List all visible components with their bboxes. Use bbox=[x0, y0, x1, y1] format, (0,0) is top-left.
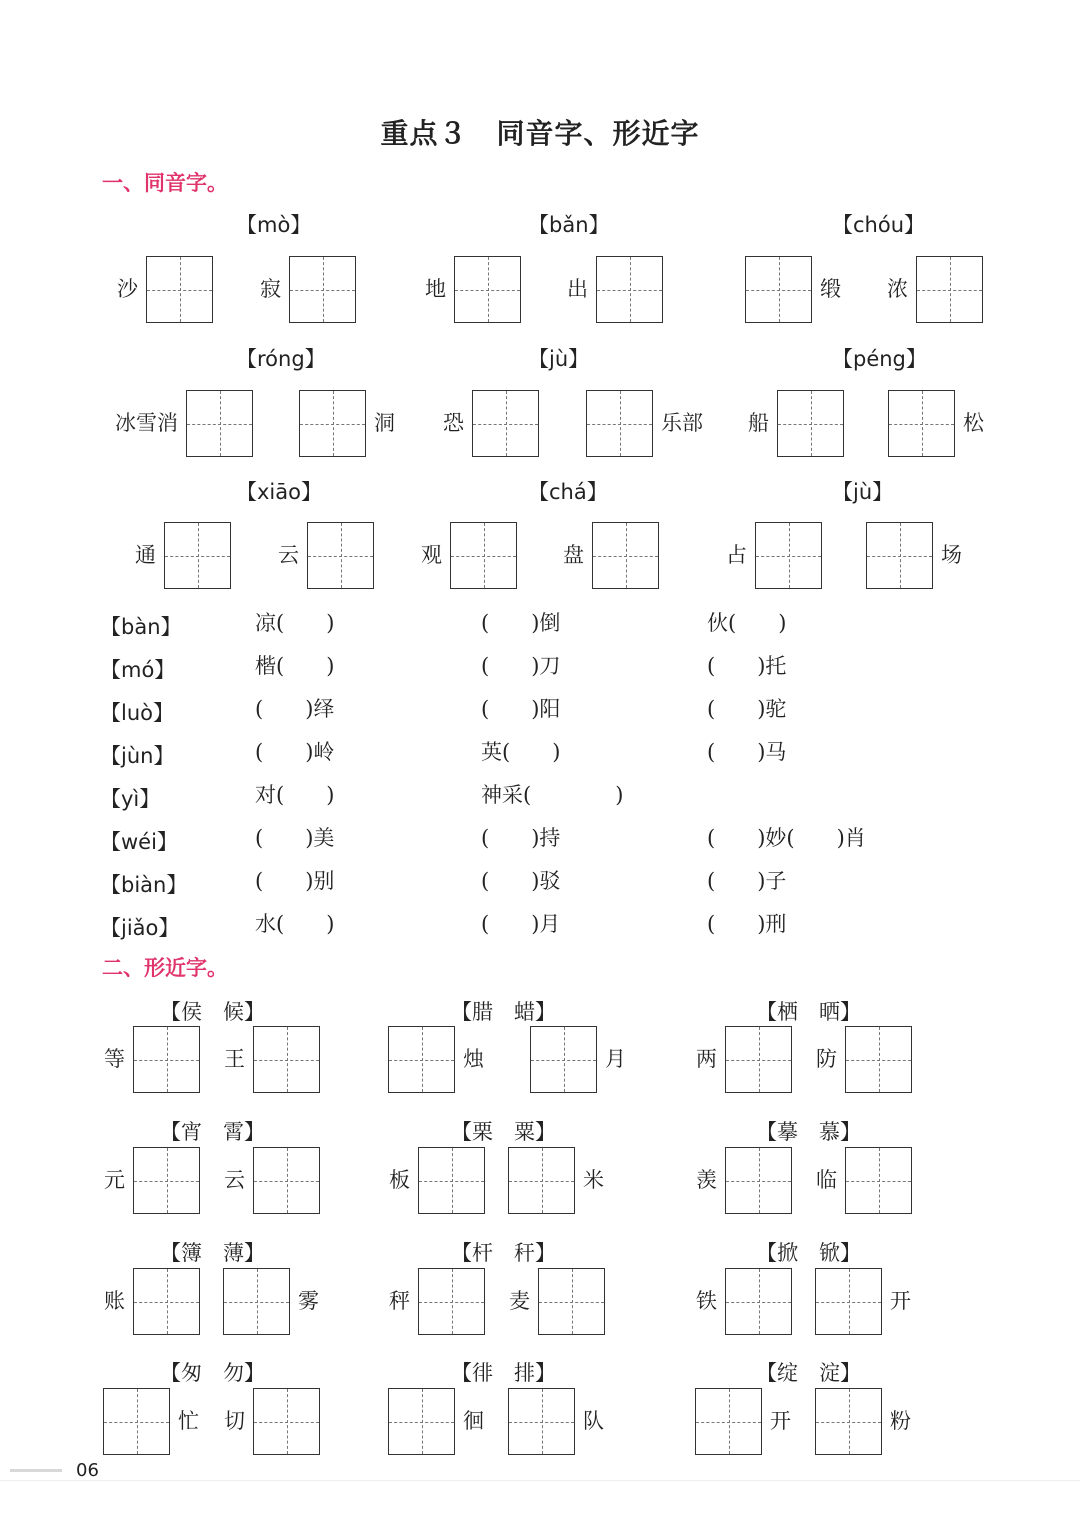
character-label: 粉 bbox=[890, 1409, 911, 1433]
answer-box[interactable] bbox=[596, 256, 663, 323]
character-label: 烛 bbox=[463, 1047, 484, 1071]
character-label: 开 bbox=[890, 1289, 911, 1313]
answer-box[interactable] bbox=[530, 1026, 597, 1093]
character-label: 切 bbox=[224, 1409, 245, 1433]
row-pinyin: 【jùn】 bbox=[100, 744, 175, 768]
answer-box[interactable] bbox=[253, 1388, 320, 1455]
pinyin-heading: 【chóu】 bbox=[832, 213, 926, 237]
fill-blank-item[interactable]: ( )托 bbox=[707, 654, 787, 678]
character-label: 米 bbox=[583, 1168, 604, 1192]
answer-box[interactable] bbox=[725, 1268, 792, 1335]
character-label: 盘 bbox=[563, 543, 584, 567]
character-label: 恐 bbox=[443, 411, 464, 435]
character-label: 元 bbox=[104, 1168, 125, 1192]
pinyin-heading: 【chá】 bbox=[528, 480, 608, 504]
answer-box[interactable] bbox=[755, 522, 822, 589]
fill-blank-item[interactable]: ( )马 bbox=[707, 740, 787, 764]
fill-blank-item[interactable]: 对( ) bbox=[255, 783, 335, 807]
character-label: 云 bbox=[278, 543, 299, 567]
answer-box[interactable] bbox=[388, 1026, 455, 1093]
row-pinyin: 【yì】 bbox=[100, 787, 161, 811]
fill-blank-item[interactable]: ( )持 bbox=[481, 826, 561, 850]
fill-blank-item[interactable]: ( )驳 bbox=[481, 869, 561, 893]
answer-box[interactable] bbox=[916, 256, 983, 323]
character-label: 月 bbox=[605, 1047, 626, 1071]
answer-box[interactable] bbox=[307, 522, 374, 589]
character-pair-heading: 【绽 淀】 bbox=[756, 1361, 861, 1385]
answer-box[interactable] bbox=[289, 256, 356, 323]
character-pair-heading: 【栖 晒】 bbox=[756, 1000, 861, 1024]
answer-box[interactable] bbox=[253, 1147, 320, 1214]
footer-divider bbox=[0, 1480, 1080, 1481]
character-label: 雾 bbox=[298, 1289, 319, 1313]
character-label: 防 bbox=[816, 1047, 837, 1071]
character-label: 秤 bbox=[389, 1289, 410, 1313]
fill-blank-item[interactable]: 神采( ) bbox=[481, 783, 624, 807]
pinyin-heading: 【jù】 bbox=[832, 480, 894, 504]
character-label: 麦 bbox=[509, 1289, 530, 1313]
fill-blank-item[interactable]: ( )别 bbox=[255, 869, 335, 893]
answer-box[interactable] bbox=[745, 256, 812, 323]
fill-blank-item[interactable]: ( )驼 bbox=[707, 697, 787, 721]
answer-box[interactable] bbox=[418, 1147, 485, 1214]
pinyin-heading: 【mò】 bbox=[236, 213, 312, 237]
answer-box[interactable] bbox=[508, 1388, 575, 1455]
fill-blank-item[interactable]: 伙( ) bbox=[707, 611, 787, 635]
section-similar-shapes-heading: 二、形近字。 bbox=[102, 956, 228, 980]
fill-blank-item[interactable]: 水( ) bbox=[255, 912, 335, 936]
fill-blank-item[interactable]: 英( ) bbox=[481, 740, 561, 764]
character-label: 账 bbox=[104, 1289, 125, 1313]
character-label: 两 bbox=[696, 1047, 717, 1071]
character-label: 通 bbox=[135, 543, 156, 567]
answer-box[interactable] bbox=[725, 1026, 792, 1093]
footer-rule bbox=[10, 1469, 62, 1472]
row-pinyin: 【jiǎo】 bbox=[100, 916, 180, 940]
answer-box[interactable] bbox=[586, 390, 653, 457]
fill-blank-item[interactable]: ( )倒 bbox=[481, 611, 561, 635]
pinyin-heading: 【péng】 bbox=[832, 347, 927, 371]
character-pair-heading: 【宵 霄】 bbox=[160, 1120, 265, 1144]
row-pinyin: 【luò】 bbox=[100, 701, 174, 725]
character-label: 占 bbox=[726, 543, 747, 567]
answer-box[interactable] bbox=[695, 1388, 762, 1455]
fill-blank-item[interactable]: 凉( ) bbox=[255, 611, 335, 635]
fill-blank-item[interactable]: ( )妙( )肖 bbox=[707, 826, 866, 850]
character-label: 缎 bbox=[820, 277, 841, 301]
character-label: 队 bbox=[583, 1409, 604, 1433]
page-title: 重点３ 同音字、形近字 bbox=[380, 117, 700, 150]
pinyin-heading: 【bǎn】 bbox=[528, 213, 610, 237]
answer-box[interactable] bbox=[133, 1147, 200, 1214]
fill-blank-item[interactable]: ( )阳 bbox=[481, 697, 561, 721]
character-label: 冰雪消 bbox=[115, 411, 178, 435]
answer-box[interactable] bbox=[164, 522, 231, 589]
answer-box[interactable] bbox=[450, 522, 517, 589]
answer-box[interactable] bbox=[133, 1268, 200, 1335]
character-label: 王 bbox=[224, 1047, 245, 1071]
row-pinyin: 【bàn】 bbox=[100, 615, 182, 639]
fill-blank-item[interactable]: ( )刀 bbox=[481, 654, 561, 678]
fill-blank-item[interactable]: ( )刑 bbox=[707, 912, 787, 936]
answer-box[interactable] bbox=[253, 1026, 320, 1093]
character-label: 板 bbox=[389, 1168, 410, 1192]
answer-box[interactable] bbox=[538, 1268, 605, 1335]
character-label: 船 bbox=[748, 411, 769, 435]
answer-box[interactable] bbox=[186, 390, 253, 457]
pinyin-heading: 【jù】 bbox=[528, 347, 590, 371]
character-label: 铁 bbox=[696, 1289, 717, 1313]
answer-box[interactable] bbox=[845, 1026, 912, 1093]
character-label: 松 bbox=[963, 411, 984, 435]
row-pinyin: 【mó】 bbox=[100, 658, 176, 682]
answer-box[interactable] bbox=[299, 390, 366, 457]
character-label: 云 bbox=[224, 1168, 245, 1192]
character-label: 徊 bbox=[463, 1409, 484, 1433]
character-label: 沙 bbox=[117, 277, 138, 301]
fill-blank-item[interactable]: ( )月 bbox=[481, 912, 561, 936]
fill-blank-item[interactable]: ( )子 bbox=[707, 869, 787, 893]
answer-box[interactable] bbox=[725, 1147, 792, 1214]
character-pair-heading: 【杆 秆】 bbox=[451, 1241, 556, 1265]
pinyin-heading: 【róng】 bbox=[236, 347, 326, 371]
answer-box[interactable] bbox=[388, 1388, 455, 1455]
answer-box[interactable] bbox=[592, 522, 659, 589]
answer-box[interactable] bbox=[777, 390, 844, 457]
character-label: 浓 bbox=[887, 277, 908, 301]
fill-blank-item[interactable]: ( )美 bbox=[255, 826, 335, 850]
pinyin-heading: 【xiāo】 bbox=[236, 480, 322, 504]
fill-blank-item[interactable]: ( )岭 bbox=[255, 740, 335, 764]
character-pair-heading: 【腊 蜡】 bbox=[451, 1000, 556, 1024]
character-pair-heading: 【摹 慕】 bbox=[756, 1120, 861, 1144]
character-pair-heading: 【簿 薄】 bbox=[160, 1241, 265, 1265]
character-label: 忙 bbox=[178, 1409, 199, 1433]
character-label: 观 bbox=[421, 543, 442, 567]
answer-box[interactable] bbox=[508, 1147, 575, 1214]
character-label: 地 bbox=[425, 277, 446, 301]
character-label: 等 bbox=[104, 1047, 125, 1071]
character-label: 场 bbox=[941, 543, 962, 567]
answer-box[interactable] bbox=[146, 256, 213, 323]
character-pair-heading: 【掀 锨】 bbox=[756, 1241, 861, 1265]
character-label: 乐部 bbox=[661, 411, 703, 435]
answer-box[interactable] bbox=[133, 1026, 200, 1093]
answer-box[interactable] bbox=[472, 390, 539, 457]
section-homophones-heading: 一、同音字。 bbox=[102, 171, 228, 195]
character-pair-heading: 【匆 勿】 bbox=[160, 1361, 265, 1385]
answer-box[interactable] bbox=[815, 1388, 882, 1455]
character-pair-heading: 【侯 候】 bbox=[160, 1000, 265, 1024]
character-pair-heading: 【栗 粟】 bbox=[451, 1120, 556, 1144]
answer-box[interactable] bbox=[888, 390, 955, 457]
fill-blank-item[interactable]: 楷( ) bbox=[255, 654, 335, 678]
answer-box[interactable] bbox=[418, 1268, 485, 1335]
answer-box[interactable] bbox=[815, 1268, 882, 1335]
character-label: 开 bbox=[770, 1409, 791, 1433]
page-number: 06 bbox=[76, 1460, 99, 1481]
answer-box[interactable] bbox=[103, 1388, 170, 1455]
answer-box[interactable] bbox=[223, 1268, 290, 1335]
row-pinyin: 【wéi】 bbox=[100, 830, 178, 854]
character-label: 出 bbox=[567, 277, 588, 301]
answer-box[interactable] bbox=[866, 522, 933, 589]
character-label: 临 bbox=[816, 1168, 837, 1192]
character-label: 寂 bbox=[260, 277, 281, 301]
row-pinyin: 【biàn】 bbox=[100, 873, 188, 897]
answer-box[interactable] bbox=[454, 256, 521, 323]
answer-box[interactable] bbox=[845, 1147, 912, 1214]
fill-blank-item[interactable]: ( )绎 bbox=[255, 697, 335, 721]
character-label: 羡 bbox=[696, 1168, 717, 1192]
character-pair-heading: 【徘 排】 bbox=[451, 1361, 556, 1385]
character-label: 洞 bbox=[374, 411, 395, 435]
